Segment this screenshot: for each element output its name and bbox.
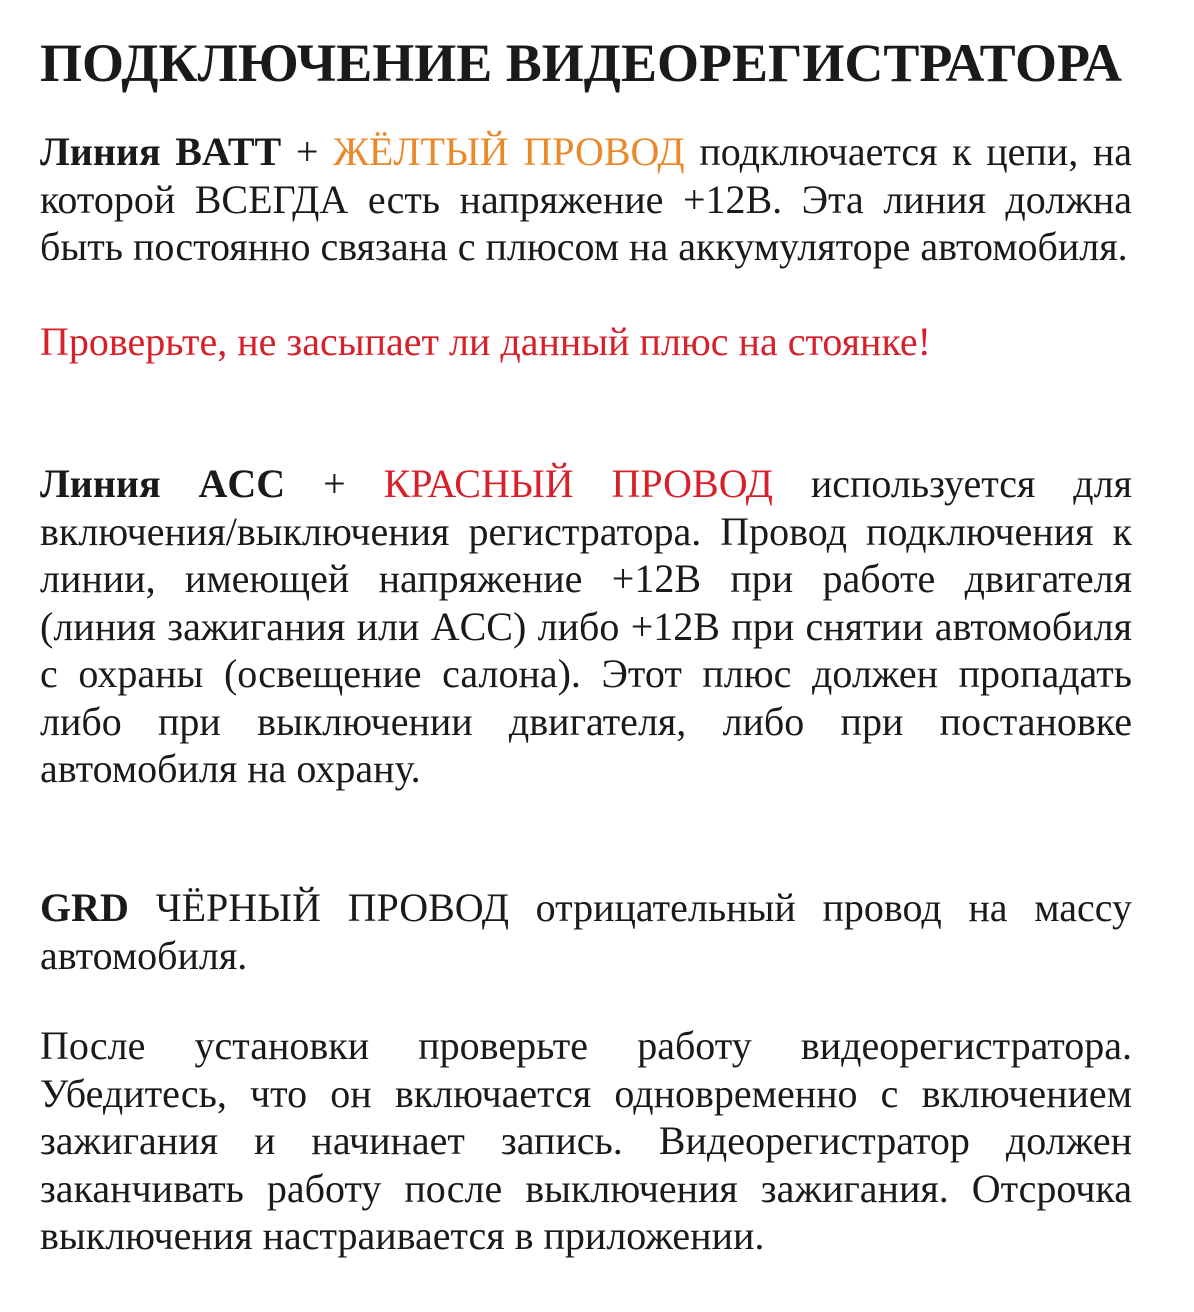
acc-label: Линия ACC bbox=[40, 461, 286, 506]
acc-plus: + bbox=[285, 461, 384, 506]
batt-warning: Проверьте, не засыпает ли данный плюс на стоянке! bbox=[40, 319, 931, 364]
batt-paragraph bbox=[40, 128, 1132, 271]
acc-paragraph bbox=[40, 460, 1132, 793]
after-install-paragraph: После установки проверьте работу видеорегистратора. Убедитесь, что он включается одновременно с включением зажигания и начинает запись. Видеорегистратор должен заканчивать работу после выключения зажигания. Отсрочка выключения настраивается в приложении. bbox=[40, 1023, 1132, 1258]
page-title: ПОДКЛЮЧЕНИЕ ВИДЕОРЕГИСТРАТОРА bbox=[40, 33, 1123, 93]
acc-wire-color: КРАСНЫЙ ПРОВОД bbox=[383, 461, 773, 506]
batt-label: Линия BATT bbox=[40, 129, 282, 174]
grd-wire-color: ЧЁРНЫЙ ПРОВОД bbox=[128, 885, 509, 930]
grd-paragraph bbox=[40, 884, 1132, 979]
batt-description: подключается к цепи, на которой ВСЕГДА есть напряжение +12В. Эта линия должна быть постоянно связана с плюсом на аккумуляторе автомобиля. bbox=[40, 129, 1133, 269]
batt-plus: + bbox=[281, 129, 334, 174]
grd-label: GRD bbox=[40, 885, 129, 930]
batt-wire-color: ЖЁЛТЫЙ ПРОВОД bbox=[333, 129, 685, 174]
grd-description: отрицательный провод на массу автомобиля. bbox=[40, 885, 1133, 978]
acc-description: используется для включения/выключения регистратора. Провод подключения к линии, имеющей напряжение +12В при работе двигателя (линия зажигания или ACC) либо +12В при снятии автомобиля с охраны (освещение салона). Этот плюс должен пропадать либо при выключении двигателя, либо при постановке автомобиля на охрану. bbox=[40, 461, 1133, 791]
